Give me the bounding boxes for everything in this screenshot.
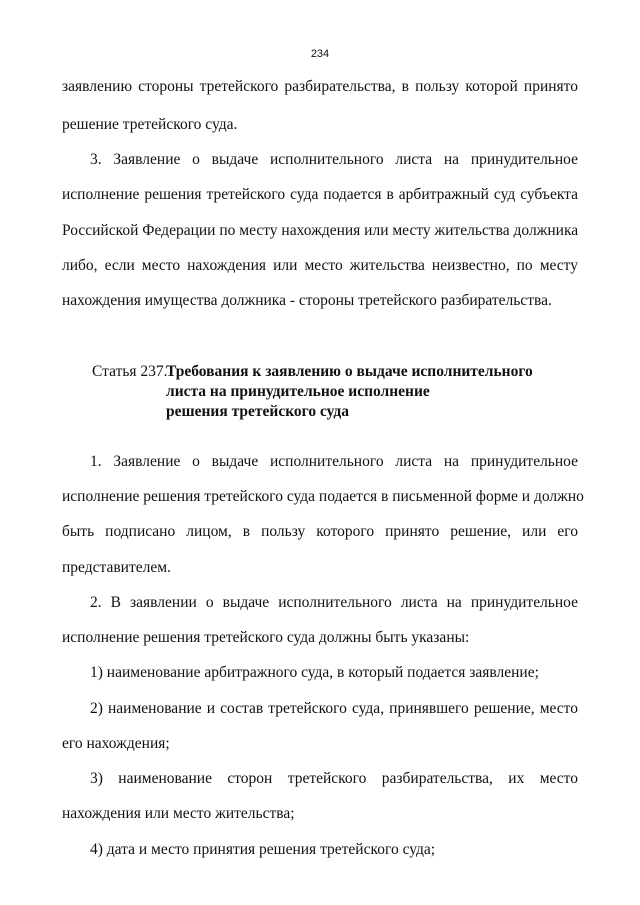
- clause-2-item-2-line-2: его нахождения;: [62, 735, 170, 752]
- clause-2-item-2-line-1: 2) наименование и состав третейского суда, принявшего решение, место: [90, 700, 578, 717]
- clause-2-line-2: исполнение решения третейского суда должны быть указаны:: [62, 629, 470, 646]
- page-number: 234: [310, 48, 330, 60]
- article-number: Статья 237.: [92, 363, 168, 380]
- paragraph-top-line-2: решение третейского суда.: [62, 116, 238, 133]
- paragraph-top-line-1: заявлению стороны третейского разбирательства, в пользу которой принято: [62, 78, 578, 95]
- clause-1-line-2: исполнение решения третейского суда подается в письменной форме и должно: [62, 488, 584, 505]
- clause-1-line-1: 1. Заявление о выдаче исполнительного листа на принудительное: [90, 453, 578, 470]
- article-title-line-1: Требования к заявлению о выдаче исполнительного: [166, 363, 533, 380]
- clause-2-item-1: 1) наименование арбитражного суда, в который подается заявление;: [90, 664, 539, 681]
- clause-1-line-4: представителем.: [62, 559, 171, 576]
- clause-2-item-4: 4) дата и место принятия решения третейского суда;: [90, 841, 436, 858]
- paragraph-3-line-3: Российской Федерации по месту нахождения или месту жительства должника: [62, 222, 579, 239]
- paragraph-3-line-2: исполнение решения третейского суда подается в арбитражный суд субъекта: [62, 186, 578, 203]
- paragraph-3-line-4: либо, если место нахождения или место жительства неизвестно, по месту: [62, 257, 578, 274]
- article-title-line-3: решения третейского суда: [166, 403, 349, 420]
- clause-2-item-3-line-2: нахождения или место жительства;: [62, 805, 295, 822]
- clause-1-line-3: быть подписано лицом, в пользу которого принято решение, или его: [62, 523, 578, 540]
- clause-2-line-1: 2. В заявлении о выдаче исполнительного листа на принудительное: [90, 594, 578, 611]
- article-title-line-2: листа на принудительное исполнение: [166, 383, 430, 400]
- paragraph-3-line-1: 3. Заявление о выдаче исполнительного листа на принудительное: [90, 151, 578, 168]
- paragraph-3-line-5: нахождения имущества должника - стороны третейского разбирательства.: [62, 292, 552, 309]
- clause-2-item-3-line-1: 3) наименование сторон третейского разбирательства, их место: [90, 770, 578, 787]
